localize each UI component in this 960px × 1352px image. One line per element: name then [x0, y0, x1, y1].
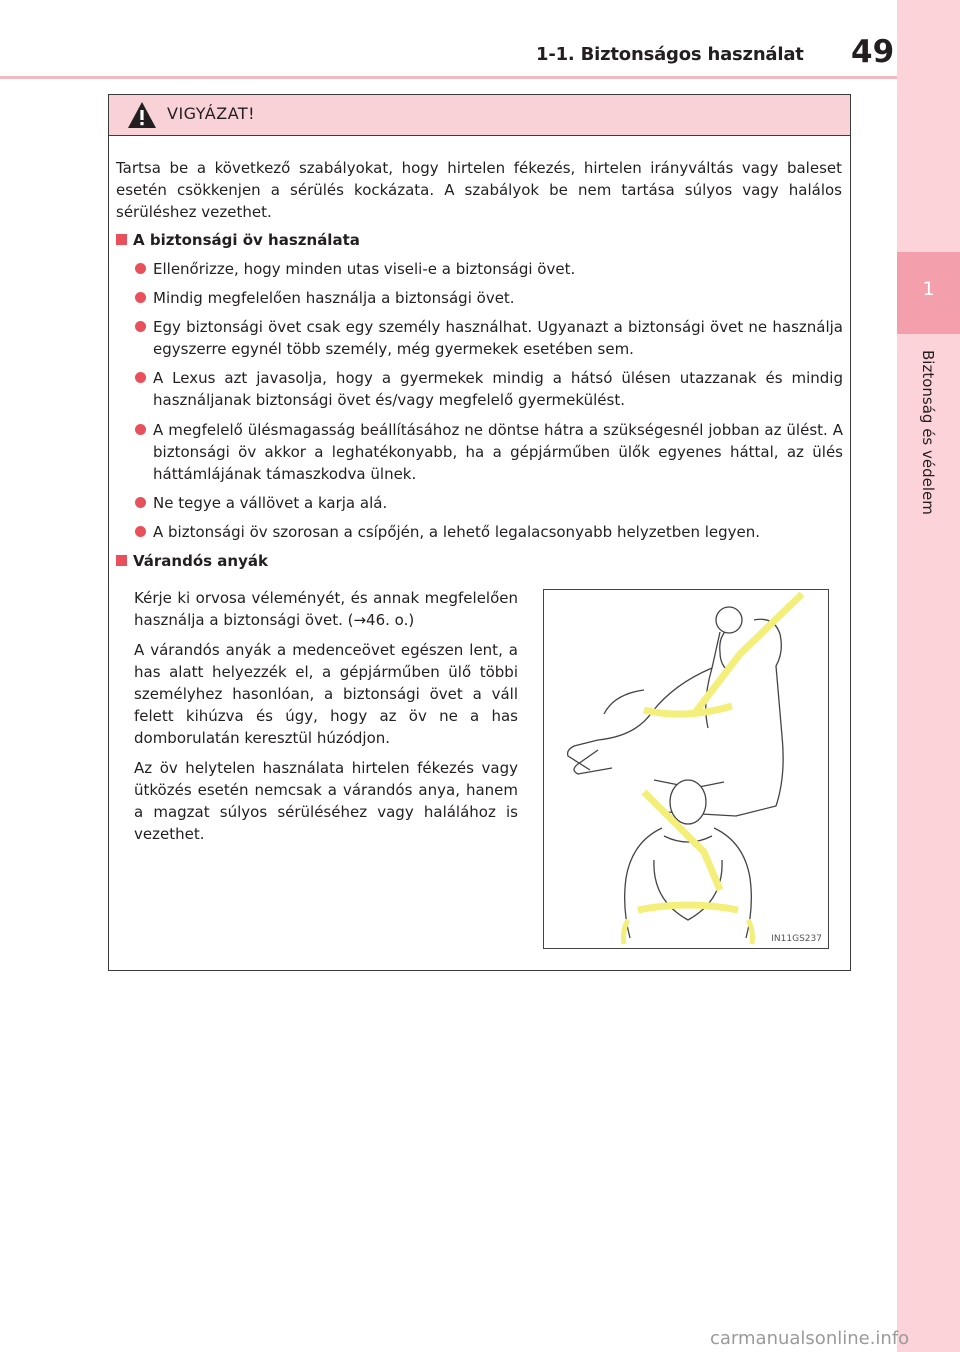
pregnant-seatbelt-drawing: [544, 590, 828, 948]
round-bullet-icon: [135, 292, 146, 303]
caution-box: [108, 94, 851, 971]
pregnant-paragraph-3: Az öv helytelen használata hirtelen fékezés vagy ütközés esetén nemcsak a várandós anya, hanem a magzat súlyos sérüléséhez vagy halálához is vezethet.: [134, 759, 518, 843]
watermark: carmanualsonline.info: [710, 1328, 910, 1349]
section-title: 1-1. Biztonságos használat: [536, 44, 804, 65]
seatbelt-illustration: [543, 589, 829, 949]
section-heading-seatbelt: A biztonsági öv használata: [116, 229, 360, 251]
round-bullet-icon: [135, 424, 146, 435]
list-item: Ne tegye a vállövet a karja alá.: [135, 492, 843, 514]
header-rule: [0, 76, 897, 79]
square-bullet-icon: [116, 555, 127, 566]
list-item: A Lexus azt javasolja, hogy a gyermekek mindig a hátsó ülésen utazzanak és mindig használjanak biztonsági övet és/vagy megfelelő gyermekülést.: [135, 367, 843, 411]
warning-triangle-icon: [127, 101, 157, 129]
page-number: 49: [851, 34, 895, 70]
round-bullet-icon: [135, 372, 146, 383]
section-heading-pregnant: Várandós anyák: [116, 550, 268, 572]
list-item: Ellenőrizze, hogy minden utas viseli-e a biztonsági övet.: [135, 258, 843, 280]
caution-header: [109, 95, 850, 136]
caution-title: VIGYÁZAT!: [167, 104, 256, 123]
round-bullet-icon: [135, 526, 146, 537]
round-bullet-icon: [135, 497, 146, 508]
chapter-label: Biztonság és védelem: [919, 350, 937, 515]
pregnant-paragraph-1: Kérje ki orvosa véleményét, és annak megfelelően használja a biztonsági övet. (→46. o.): [134, 589, 518, 629]
list-item: A megfelelő ülésmagasság beállításához ne döntse hátra a szükségesnél jobban az ülést. A biztonsági öv akkor a leghatékonyabb, ha a gépjárműben ülők egyenes háttal, az ülés háttámlájának támaszkodva ülnek.: [135, 419, 843, 485]
pregnant-paragraph-2: A várandós anyák a medenceövet egészen lent, a has alatt helyezzék el, a gépjárműben ülő többi személyhez hasonlóan, a biztonsági övet a váll felett kihúzva és úgy, hogy az öv ne a has domborulatán keresztül húzódjon.: [134, 641, 518, 747]
list-item: Mindig megfelelően használja a biztonsági övet.: [135, 287, 843, 309]
square-bullet-icon: [116, 234, 127, 245]
chapter-number: 1: [922, 278, 935, 300]
side-strip: [897, 0, 960, 1352]
list-item: A biztonsági öv szorosan a csípőjén, a lehető legalacsonyabb helyzetben legyen.: [135, 521, 843, 543]
round-bullet-icon: [135, 321, 146, 332]
list-item: Egy biztonsági övet csak egy személy használhat. Ugyanazt a biztonsági övet ne használja egyszerre egynél több személy, még gyermekek esetében sem.: [135, 316, 843, 360]
caution-intro: Tartsa be a következő szabályokat, hogy hirtelen fékezés, hirtelen irányváltás vagy baleset esetén csökkenjen a sérülés kockázata. A szabályok be nem tartása súlyos vagy halálos sérüléshez vezethet.: [116, 159, 842, 221]
round-bullet-icon: [135, 263, 146, 274]
figure-code: IN11GS237: [771, 934, 822, 944]
